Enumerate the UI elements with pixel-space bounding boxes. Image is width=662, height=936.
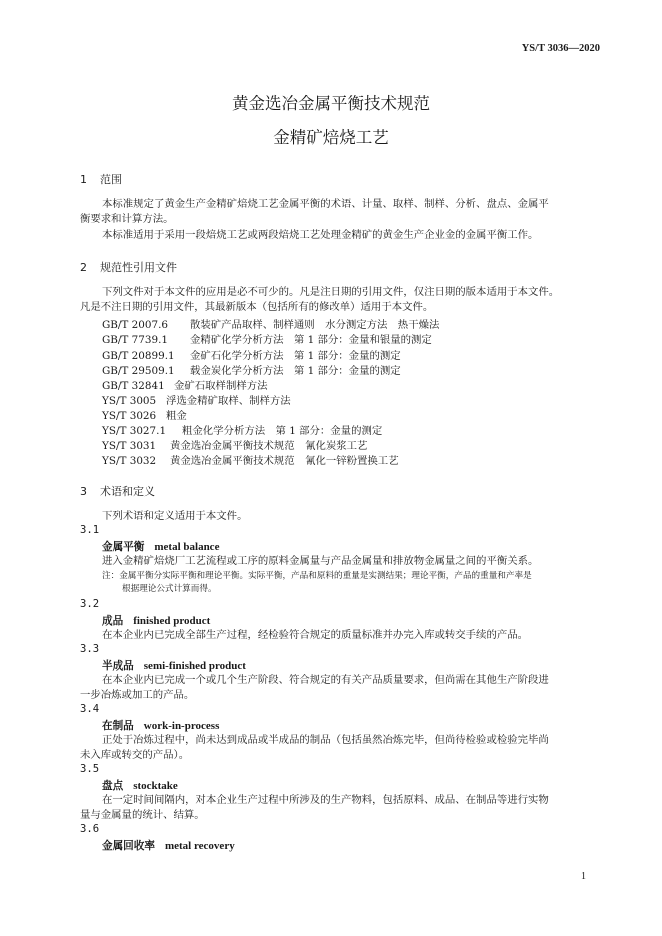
term-heading <box>102 778 178 793</box>
reference-code: GB/T 2007.6 <box>102 319 169 331</box>
reference-code: GB/T 32841 <box>102 380 165 392</box>
section-heading <box>80 259 177 275</box>
definition-line: 在一定时间间隔内，对本企业生产过程中所涉及的生产物料，包括原料、成品、在制品等进行实物 <box>102 794 549 806</box>
definition-line: 正处于冶炼过程中，尚未达到成品或半成品的制品（包括虽然冶炼完毕，但尚待检验或检验完毕尚 <box>102 734 549 746</box>
term-zh: 盘点 <box>102 780 124 792</box>
term-en: work-in-process <box>143 720 220 732</box>
reference-title: 黄金选冶金属平衡技术规范 氰化一锌粉置换工艺 <box>170 455 399 467</box>
paragraph-line: 下列文件对于本文件的应用是必不可少的。凡是注日期的引用文件，仅注日期的版本适用于本文件。 <box>102 286 560 298</box>
section-heading <box>80 483 155 499</box>
reference-item <box>102 452 399 467</box>
reference-code: GB/T 29509.1 <box>102 365 175 377</box>
reference-title: 金精矿化学分析方法 第 1 部分：金量和银量的测定 <box>190 334 432 346</box>
section-number: 2 <box>80 261 87 274</box>
definition-line: 一步冶炼或加工的产品。 <box>80 689 195 701</box>
term-zh: 金属平衡 <box>102 541 145 553</box>
reference-item <box>102 377 268 392</box>
paragraph-line: 衡要求和计算方法。 <box>80 213 174 225</box>
reference-item <box>102 331 432 346</box>
reference-code: GB/T 7739.1 <box>102 334 169 346</box>
section-title: 范围 <box>100 173 122 186</box>
clause-number: 3.5 <box>80 763 100 775</box>
term-zh: 在制品 <box>102 720 134 732</box>
page-number: 1 <box>581 871 586 882</box>
reference-item <box>102 362 401 377</box>
reference-code: YS/T 3031 <box>102 440 157 452</box>
reference-item <box>102 422 382 437</box>
reference-code: YS/T 3032 <box>102 455 157 467</box>
reference-code: YS/T 3026 <box>102 410 157 422</box>
term-heading <box>102 838 235 853</box>
reference-item <box>102 437 367 452</box>
section-title: 术语和定义 <box>100 485 155 498</box>
paragraph-line: 本标准规定了黄金生产金精矿焙烧工艺金属平衡的术语、计量、取样、制样、分析、盘点、金属平 <box>102 198 549 210</box>
term-en: metal balance <box>154 541 220 553</box>
term-en: finished product <box>133 615 211 627</box>
term-zh: 金属回收率 <box>102 840 155 852</box>
definition-line: 在本企业内已完成一个或几个生产阶段、符合规定的有关产品质量要求，但尚需在其他生产阶段进 <box>102 674 549 686</box>
reference-title: 金矿石化学分析方法 第 1 部分：金量的测定 <box>190 350 401 362</box>
reference-title: 粗金化学分析方法 第 1 部分：金量的测定 <box>182 425 383 437</box>
term-heading <box>102 658 246 673</box>
term-zh: 成品 <box>102 615 124 627</box>
standard-code: YS/T 3036—2020 <box>521 43 600 54</box>
definition-line: 在本企业内已完成全部生产过程，经检验符合规定的质量标准并办完入库或转交手续的产品。 <box>102 629 529 641</box>
clause-number: 3.2 <box>80 598 100 610</box>
clause-number: 3.1 <box>80 524 100 536</box>
term-zh: 半成品 <box>102 660 134 672</box>
clause-number: 3.4 <box>80 703 100 715</box>
note-line: 根据理论公式计算而得。 <box>122 584 217 594</box>
reference-item <box>102 407 187 422</box>
paragraph-line: 下列术语和定义适用于本文件。 <box>102 510 248 522</box>
reference-item <box>102 316 439 331</box>
reference-code: GB/T 20899.1 <box>102 350 175 362</box>
reference-code: YS/T 3005 <box>102 395 157 407</box>
term-heading <box>102 539 219 554</box>
reference-item <box>102 347 401 362</box>
term-en: metal recovery <box>164 840 235 852</box>
section-number: 3 <box>80 485 87 498</box>
term-en: semi-finished product <box>143 660 246 672</box>
reference-title: 浮选金精矿取样、制样方法 <box>166 395 291 407</box>
paragraph-line: 本标准适用于采用一段焙烧工艺或两段焙烧工艺处理金精矿的黄金生产企业金的金属平衡工作。 <box>102 229 539 241</box>
definition-line: 进入金精矿焙烧厂工艺流程或工序的原料金属量与产品金属量和排放物金属量之间的平衡关系。 <box>102 555 539 567</box>
section-number: 1 <box>80 173 87 186</box>
reference-code: YS/T 3027.1 <box>102 425 167 437</box>
reference-title: 粗金 <box>166 410 187 422</box>
reference-item <box>102 392 291 407</box>
term-heading <box>102 613 210 628</box>
note-line: 注：金属平衡分实际平衡和理论平衡。实际平衡，产品和原料的重量是实测结果；理论平衡，产品的重量和产率是 <box>102 571 532 581</box>
definition-line: 未入库或转交的产品）。 <box>80 749 190 761</box>
reference-title: 黄金选冶金属平衡技术规范 氰化炭浆工艺 <box>170 440 368 452</box>
term-heading <box>102 718 219 733</box>
clause-number: 3.6 <box>80 823 100 835</box>
reference-title: 载金炭化学分析方法 第 1 部分：金量的测定 <box>190 365 401 377</box>
clause-number: 3.3 <box>80 643 100 655</box>
reference-title: 金矿石取样制样方法 <box>174 380 268 392</box>
document-title: 黄金选冶金属平衡技术规范 <box>232 94 430 113</box>
section-title: 规范性引用文件 <box>100 261 177 274</box>
paragraph-line: 凡是不注日期的引用文件，其最新版本（包括所有的修改单）适用于本文件。 <box>80 301 434 313</box>
section-heading <box>80 171 122 187</box>
document-subtitle: 金精矿焙烧工艺 <box>273 128 389 147</box>
term-en: stocktake <box>133 780 178 792</box>
reference-title: 散装矿产品取样、制样通则 水分测定方法 热干燥法 <box>190 319 440 331</box>
definition-line: 量与金属量的统计、结算。 <box>80 809 205 821</box>
